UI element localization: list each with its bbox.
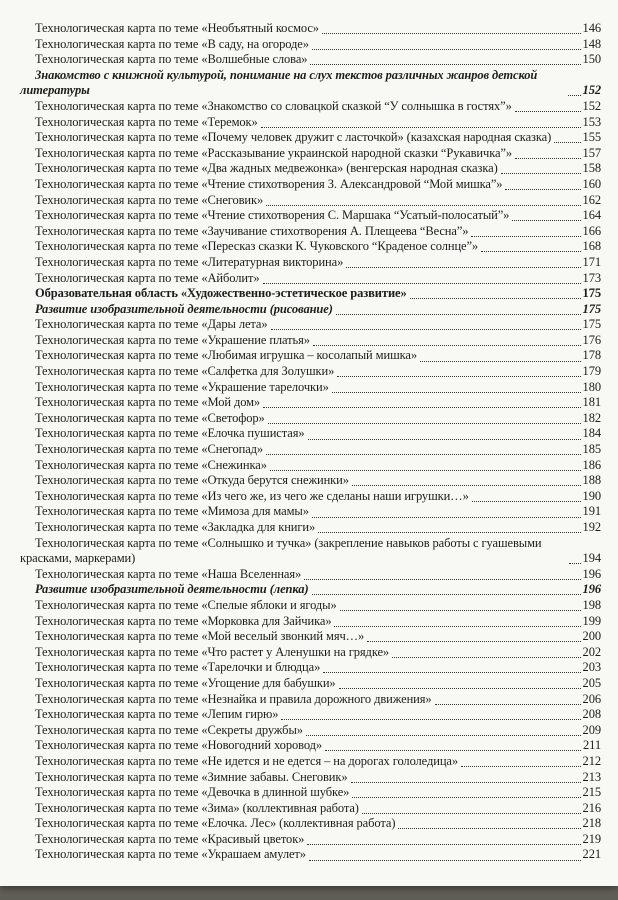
toc-entry (20, 224, 601, 240)
toc-entry-page: 208 (582, 707, 601, 722)
toc-entry-page: 152 (582, 98, 601, 113)
toc-entry-page: 221 (582, 847, 601, 862)
dot-leader (322, 33, 581, 34)
toc-entry-text: Знакомство с книжной культурой, понимание на слух текстов различных жанров детской литературы (20, 67, 538, 98)
toc-entry-text: Технологическая карта по теме «Заучивание стихотворения А. Плещеева “Весна”» (35, 223, 469, 238)
dot-leader (569, 563, 581, 564)
dot-leader (306, 735, 581, 736)
toc-entry (20, 692, 601, 708)
toc-entry-text: Технологическая карта по теме «Рассказывание украинской народной сказки “Рукавичка”» (35, 145, 513, 160)
dot-leader (501, 173, 581, 174)
toc-entry-text: Технологическая карта по теме «Знакомство со словацкой сказкой “У солнышка в гостях”» (35, 98, 512, 113)
dot-leader (505, 189, 580, 190)
dot-leader (266, 454, 580, 455)
toc-entry (20, 614, 601, 630)
dot-leader (318, 532, 580, 533)
toc-entry-page: 206 (582, 691, 601, 706)
toc-entry (20, 832, 601, 848)
toc-entry-page: 216 (582, 800, 601, 815)
toc-entry-text: Технологическая карта по теме «Елочка пушистая» (35, 426, 305, 441)
toc-entry (20, 504, 601, 520)
toc-entry-page: 176 (582, 332, 601, 347)
toc-entry-page: 219 (582, 831, 601, 846)
toc-entry-page: 173 (582, 270, 601, 285)
toc-entry-text: Технологическая карта по теме «Солнышко и тучка» (закрепление навыков работы с гуашевыми красками, маркерами) (20, 535, 542, 566)
dot-leader (308, 439, 581, 440)
dot-leader (472, 501, 581, 502)
dot-leader (568, 95, 581, 96)
toc-entry (20, 271, 601, 287)
toc-entry-text: Технологическая карта по теме «Не идется и не едется – на дорогах гололедица» (35, 753, 459, 768)
toc-entry-text: Технологическая карта по теме «Айболит» (35, 270, 260, 285)
toc-entry (20, 707, 601, 723)
toc-entry-text: Технологическая карта по теме «Чтение стихотворения С. Маршака “Усатый-полосатый”» (35, 208, 510, 223)
toc-entry (20, 286, 601, 302)
toc-entry (20, 146, 601, 162)
toc-entry (20, 629, 601, 645)
toc-entry-text: Технологическая карта по теме «Зима» (коллективная работа) (35, 800, 359, 815)
toc-entry-text: Технологическая карта по теме «Девочка в длинной шубке» (35, 785, 350, 800)
toc-entry-page: 150 (582, 52, 601, 67)
scan-bottom-edge (0, 886, 618, 900)
dot-leader (268, 423, 581, 424)
toc-entry (20, 723, 601, 739)
toc-entry-page: 166 (582, 223, 601, 238)
toc-entry-page: 164 (582, 208, 601, 223)
dot-leader (339, 688, 581, 689)
toc-entry-page: 186 (582, 457, 601, 472)
toc-entry-page: 192 (582, 520, 601, 534)
toc-entry-text: Технологическая карта по теме «Тарелочки и блюдца» (35, 660, 321, 675)
toc-entry-text: Технологическая карта по теме «Почему человек дружит с ласточкой» (казахская народная сказка) (35, 130, 552, 145)
toc-entry-page: 168 (582, 239, 601, 254)
toc-entry-page: 190 (582, 488, 601, 503)
toc-entry-page: 211 (583, 738, 601, 753)
toc-entry (20, 645, 601, 661)
dot-leader (310, 64, 580, 65)
toc-entry-text: Технологическая карта по теме «Украшаем амулет» (35, 847, 306, 862)
toc-entry-text: Технологическая карта по теме «Литературная викторина» (35, 254, 344, 269)
toc-entry (20, 239, 601, 255)
dot-leader (346, 267, 580, 268)
toc-entry (20, 317, 601, 333)
toc-entry-text: Технологическая карта по теме «Елочка. Лес» (коллективная работа) (35, 816, 396, 831)
toc-entry-text: Технологическая карта по теме «Снегопад» (35, 442, 264, 457)
toc-entry-page: 205 (582, 675, 601, 690)
toc-entry-page: 209 (582, 722, 601, 737)
toc-entry-text: Технологическая карта по теме «Снеговик» (35, 192, 264, 207)
toc-entry (20, 364, 601, 380)
toc-entry-page: 175 (582, 286, 601, 301)
toc-entry (20, 21, 601, 37)
toc-entry-page: 184 (582, 426, 601, 441)
toc-entry-page: 203 (582, 660, 601, 675)
dot-leader (281, 719, 580, 720)
dot-leader (312, 49, 581, 50)
dot-leader (351, 782, 581, 783)
dot-leader (312, 594, 581, 595)
toc-entry-page: 162 (582, 192, 601, 207)
toc-entry-page: 200 (582, 629, 601, 644)
toc-entry-text: Технологическая карта по теме «Снежинка» (35, 457, 267, 472)
toc-entry-text: Технологическая карта по теме «В саду, на огороде» (35, 36, 309, 51)
toc-entry-text: Технологическая карта по теме «Украшение платья» (35, 332, 310, 347)
toc-entry-page: 157 (582, 145, 601, 160)
dot-leader (312, 517, 581, 518)
dot-leader (313, 345, 581, 346)
dot-leader (307, 844, 580, 845)
toc-entry-page: 152 (582, 83, 601, 98)
dot-leader (410, 298, 581, 299)
toc-entry-page: 180 (582, 379, 601, 394)
dot-leader (266, 205, 580, 206)
toc-entry-page: 198 (582, 597, 601, 612)
toc-entry (20, 520, 601, 536)
toc-entry (20, 816, 601, 832)
dot-leader (309, 860, 581, 861)
toc-entry (20, 754, 601, 770)
toc-entry-page: 196 (582, 566, 601, 581)
toc-entry-text: Технологическая карта по теме «Светофор» (35, 410, 265, 425)
dot-leader (271, 329, 581, 330)
toc-entry-page: 160 (582, 176, 601, 191)
toc-entry-text: Технологическая карта по теме «Красивый цветок» (35, 831, 305, 846)
toc-entry-text: Технологическая карта по теме «Незнайка и правила дорожного движения» (35, 691, 432, 706)
toc-entry-page: 175 (582, 317, 601, 332)
toc-entry-page: 212 (582, 753, 601, 768)
toc-entry (20, 208, 601, 224)
toc-entry-text: Технологическая карта по теме «Откуда берутся снежинки» (35, 473, 349, 488)
toc-entry-text: Технологическая карта по теме «Что растет у Аленушки на грядке» (35, 644, 390, 659)
toc-entry (20, 489, 601, 505)
toc-entry-page: 178 (582, 348, 601, 363)
toc-entry (20, 99, 601, 115)
toc-entry (20, 161, 601, 177)
dot-leader (337, 376, 580, 377)
toc-entry-text: Развитие изобразительной деятельности (рисование) (35, 301, 333, 316)
toc-entry-page: 155 (582, 130, 601, 145)
toc-entry-page: 188 (582, 473, 601, 488)
dot-leader (352, 485, 581, 486)
dot-leader (304, 579, 580, 580)
toc-entry-text: Технологическая карта по теме «Лепим гирю» (35, 707, 279, 722)
toc-entry (20, 770, 601, 786)
toc-entry-page: 213 (582, 769, 601, 784)
toc-entry-text: Технологическая карта по теме «Зимние забавы. Снеговик» (35, 769, 348, 784)
dot-leader (270, 470, 581, 471)
dot-leader (420, 361, 581, 362)
toc-entry (20, 193, 601, 209)
toc-entry (20, 738, 601, 754)
toc-entry-page: 181 (582, 395, 601, 410)
toc-entry (20, 348, 601, 364)
toc-entry (20, 567, 601, 583)
toc-entry (20, 801, 601, 817)
toc-entry (20, 115, 601, 131)
toc-entry-text: Технологическая карта по теме «Теремок» (35, 114, 258, 129)
toc-entry-text: Технологическая карта по теме «Мой веселый звонкий мяч…» (35, 629, 365, 644)
toc-entry (20, 37, 601, 53)
toc-entry (20, 255, 601, 271)
toc-entry (20, 676, 601, 692)
toc-entry-page: 194 (582, 551, 601, 566)
toc-entry-page: 196 (582, 582, 601, 597)
dot-leader (392, 657, 580, 658)
dot-leader (515, 158, 581, 159)
toc-entry (20, 130, 601, 146)
toc-entry-text: Технологическая карта по теме «Закладка для книги» (35, 520, 316, 534)
dot-leader (554, 142, 580, 143)
dot-leader (481, 251, 580, 252)
toc-entry (20, 333, 601, 349)
toc-entry-page: 182 (582, 410, 601, 425)
toc-entry-text: Технологическая карта по теме «Любимая игрушка – косолапый мишка» (35, 348, 417, 363)
toc-entry-page: 191 (582, 504, 601, 519)
dot-leader (512, 220, 580, 221)
toc-entry-text: Технологическая карта по теме «Мой дом» (35, 395, 261, 410)
dot-leader (334, 626, 580, 627)
dot-leader (471, 236, 580, 237)
toc-entry (20, 395, 601, 411)
toc-entry (20, 785, 601, 801)
dot-leader (336, 314, 581, 315)
toc-entry-page: 171 (582, 254, 601, 269)
toc-entry-page: 215 (582, 785, 601, 800)
toc-entry-page: 202 (582, 644, 601, 659)
toc-entry-text: Технологическая карта по теме «Пересказ сказки К. Чуковского “Краденое солнце”» (35, 239, 479, 254)
toc-entry-text: Технологическая карта по теме «Мимоза для мамы» (35, 504, 309, 519)
toc-entry-text: Технологическая карта по теме «Украшение тарелочки» (35, 379, 329, 394)
toc-entry (20, 426, 601, 442)
dot-leader (332, 392, 581, 393)
toc-entry (20, 598, 601, 614)
dot-leader (261, 127, 581, 128)
dot-leader (362, 813, 581, 814)
toc-entry-text: Образовательная область «Художественно-эстетическое развитие» (35, 286, 407, 301)
toc-entry-text: Технологическая карта по теме «Морковка для Зайчика» (35, 613, 332, 628)
toc-entry (20, 473, 601, 489)
toc-entry-text: Технологическая карта по теме «Волшебные слова» (35, 52, 308, 67)
toc-entry (20, 177, 601, 193)
toc-entry-text: Технологическая карта по теме «Салфетка для Золушки» (35, 364, 335, 379)
toc-entry-page: 175 (582, 301, 601, 316)
toc-entry-text: Технологическая карта по теме «Угощение для бабушки» (35, 675, 336, 690)
toc-entry-text: Технологическая карта по теме «Спелые яблоки и ягоды» (35, 597, 337, 612)
dot-leader (263, 407, 580, 408)
dot-leader (461, 766, 581, 767)
toc-entry (20, 411, 601, 427)
toc-entry-text: Технологическая карта по теме «Необъятный космос» (35, 21, 319, 35)
toc-entry-page: 158 (582, 161, 601, 176)
toc-entry (20, 52, 601, 68)
toc-entry-page: 146 (582, 21, 601, 35)
toc-entry-page: 153 (582, 114, 601, 129)
dot-leader (352, 797, 580, 798)
toc-entry-page: 199 (582, 613, 601, 628)
toc-entry-text: Технологическая карта по теме «Из чего же, из чего же сделаны наши игрушки…» (35, 488, 469, 503)
toc-entry (20, 847, 601, 863)
toc-entry-text: Технологическая карта по теме «Два жадных медвежонка» (венгерская народная сказка) (35, 161, 498, 176)
toc-entry-text: Технологическая карта по теме «Дары лета» (35, 317, 268, 332)
toc-entry-page: 148 (582, 36, 601, 51)
toc-entry-text: Технологическая карта по теме «Наша Вселенная» (35, 566, 302, 581)
dot-leader (340, 610, 581, 611)
dot-leader (323, 672, 580, 673)
toc-entry (20, 380, 601, 396)
toc-entry (20, 536, 601, 567)
toc-entry (20, 458, 601, 474)
toc-entry (20, 660, 601, 676)
dot-leader (325, 750, 581, 751)
toc-entry (20, 302, 601, 318)
toc-entry-text: Развитие изобразительной деятельности (лепка) (35, 582, 309, 597)
toc-entry (20, 442, 601, 458)
dot-leader (398, 828, 580, 829)
dot-leader (515, 111, 581, 112)
toc-entry-page: 179 (582, 364, 601, 379)
toc-entry-text: Технологическая карта по теме «Чтение стихотворения З. Александровой “Мой мишка”» (35, 176, 503, 191)
toc-entry-page: 218 (582, 816, 601, 831)
toc-entry-page: 185 (582, 442, 601, 457)
toc-entry-text: Технологическая карта по теме «Секреты дружбы» (35, 722, 303, 737)
dot-leader (367, 641, 580, 642)
dot-leader (263, 283, 581, 284)
dot-leader (435, 704, 581, 705)
toc-entry (20, 582, 601, 598)
toc-entry (20, 68, 601, 99)
toc-entry-text: Технологическая карта по теме «Новогодний хоровод» (35, 738, 323, 753)
